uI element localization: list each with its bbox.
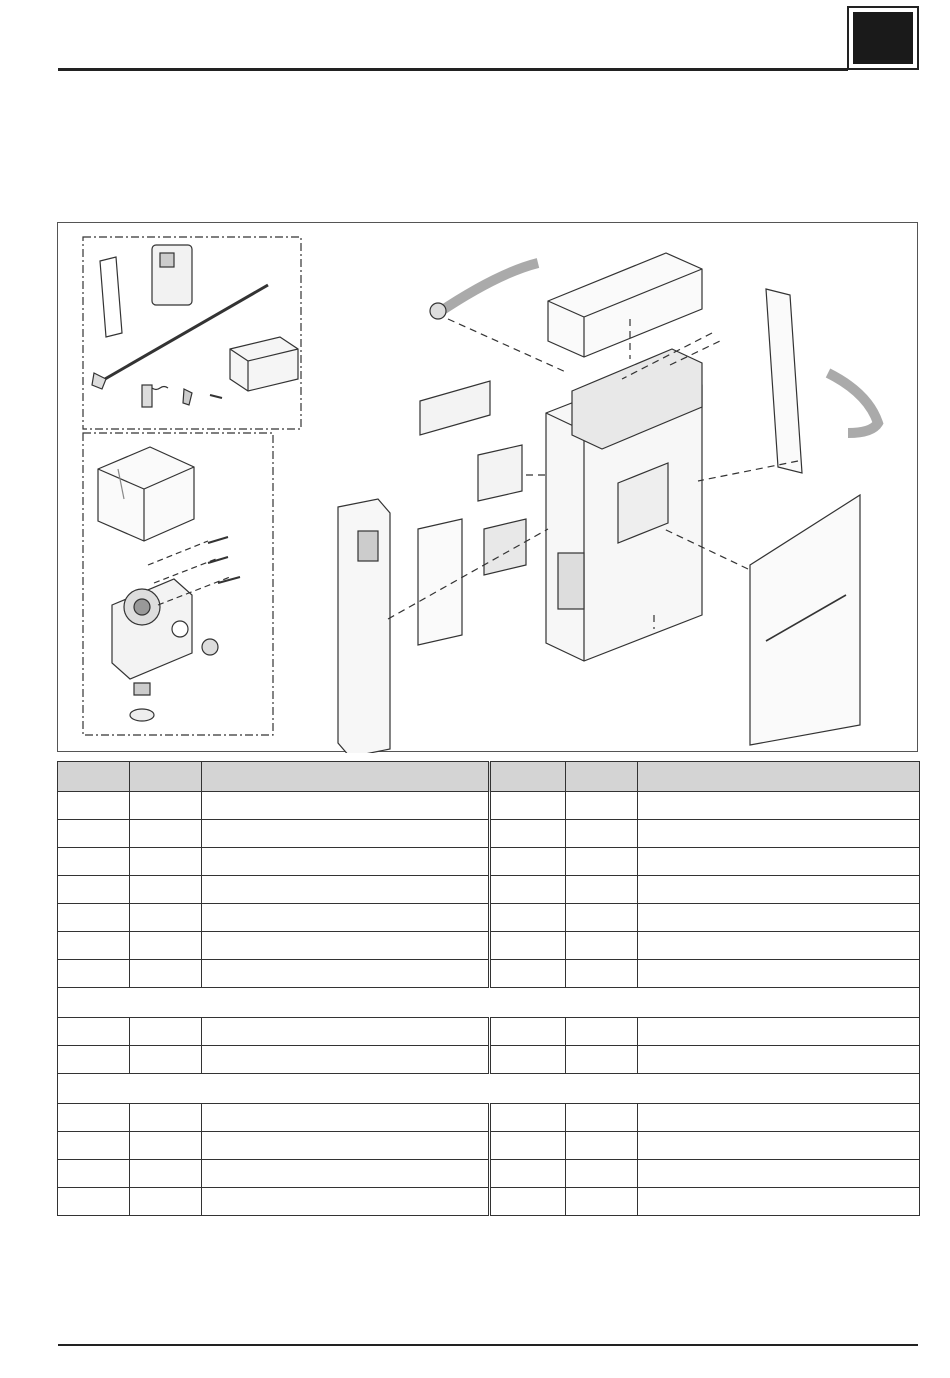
table-cell [202,1188,490,1216]
table-cell [566,848,638,876]
table-cell [202,904,490,932]
exploded-assembly-drawing-icon [58,223,919,753]
table-row [58,960,920,988]
table-cell [490,848,566,876]
table-cell [566,1046,638,1074]
footer-rule [58,1344,918,1346]
table-cell [202,1104,490,1132]
table-cell [638,1046,920,1074]
table-cell [130,1104,202,1132]
table-row [58,1018,920,1046]
table-cell [202,792,490,820]
table-cell [490,1160,566,1188]
table-cell [566,1188,638,1216]
table-cell [202,1160,490,1188]
table-cell [566,820,638,848]
header-cell [202,762,490,792]
table-cell [130,932,202,960]
table-cell [566,960,638,988]
table-cell [58,960,130,988]
header-cell [566,762,638,792]
table-cell [130,876,202,904]
table-cell [130,1160,202,1188]
table-cell [638,848,920,876]
table-cell [202,820,490,848]
table-cell [130,1018,202,1046]
table-cell [490,1188,566,1216]
section-cell [58,1074,920,1104]
table-cell [130,820,202,848]
table-cell [638,876,920,904]
header-cell [130,762,202,792]
table-cell [58,1188,130,1216]
table-cell [638,1188,920,1216]
table-cell [130,848,202,876]
table-row [58,1188,920,1216]
table-cell [58,1132,130,1160]
table-cell [130,904,202,932]
exploded-view-figure [57,222,918,752]
table-cell [490,1018,566,1046]
table-cell [566,932,638,960]
table-cell [58,1018,130,1046]
table-row [58,1160,920,1188]
table-row [58,848,920,876]
table-cell [566,904,638,932]
table-cell [566,1104,638,1132]
table-cell [202,876,490,904]
table-cell [202,1132,490,1160]
table-cell [638,1018,920,1046]
table-cell [490,960,566,988]
table-cell [638,1132,920,1160]
table-cell [58,792,130,820]
table-section-row [58,1074,920,1104]
table-cell [58,1046,130,1074]
table-cell [566,792,638,820]
table-cell [638,932,920,960]
table-cell [490,1132,566,1160]
table-row [58,792,920,820]
table-row [58,820,920,848]
table-cell [490,932,566,960]
header-rule [58,68,848,71]
section-cell [58,988,920,1018]
table-cell [638,792,920,820]
table-row [58,1104,920,1132]
table-cell [638,904,920,932]
table-row [58,904,920,932]
table-row [58,876,920,904]
table-cell [490,820,566,848]
table-row [58,1132,920,1160]
table-cell [638,1160,920,1188]
table-cell [58,820,130,848]
table-cell [638,820,920,848]
table-cell [490,1046,566,1074]
table-cell [566,1018,638,1046]
table-header-row [58,762,920,792]
table-cell [566,876,638,904]
table-cell [130,792,202,820]
table-cell [490,792,566,820]
table-cell [58,1160,130,1188]
table-row [58,1046,920,1074]
table-cell [58,1104,130,1132]
table-cell [58,904,130,932]
table-cell [58,876,130,904]
header-cell [58,762,130,792]
table-cell [638,1104,920,1132]
table-cell [566,1132,638,1160]
table-cell [202,932,490,960]
table-cell [130,960,202,988]
table-cell [566,1160,638,1188]
table-cell [130,1188,202,1216]
header-cell [638,762,920,792]
chapter-tab [847,6,919,70]
table-cell [130,1046,202,1074]
parts-table [57,761,920,1216]
table-cell [130,1132,202,1160]
table-cell [202,960,490,988]
table-cell [202,848,490,876]
table-cell [490,1104,566,1132]
table-section-row [58,988,920,1018]
table-cell [202,1018,490,1046]
table-cell [490,876,566,904]
header-cell [490,762,566,792]
table-cell [202,1046,490,1074]
table-cell [638,960,920,988]
table-cell [58,848,130,876]
table-cell [58,932,130,960]
table-cell [490,904,566,932]
table-row [58,932,920,960]
